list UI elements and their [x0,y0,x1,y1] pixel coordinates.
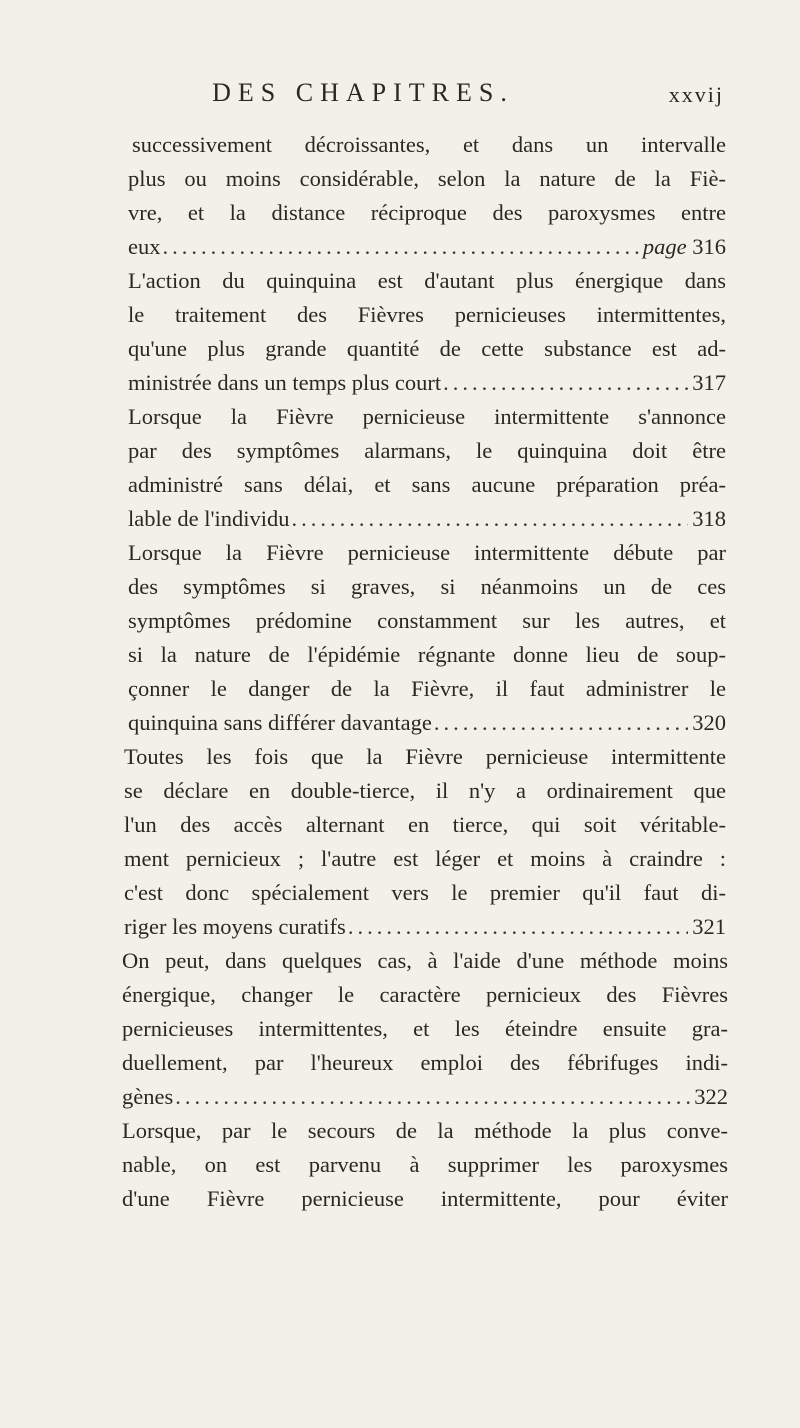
text-line: duellement, par l'heureux emploi des fébrifuges indi- [122,1050,728,1075]
text-line: plus ou moins considérable, selon la nature de la Fiè- [128,166,726,191]
text-line-with-page-ref [128,230,726,264]
text-line: Lorsque la Fièvre pernicieuse intermittente s'annonce [128,404,726,429]
text-line: L'action du quinquina est d'autant plus énergique dans [128,268,726,293]
leader-dots [434,706,688,740]
page-ref: 318 [692,506,726,531]
header-page-number: xxvij [668,82,724,107]
page-ref: 321 [692,914,726,939]
text-line: énergique, changer le caractère pernicieux des Fièvres [122,982,728,1007]
page-ref: 316 [692,234,726,259]
entry-text: eux [128,234,161,259]
text-line: par des symptômes alarmans, le quinquina doit être [128,438,726,463]
entry-text: riger les moyens curatifs [124,914,346,939]
leader-dots [175,1080,690,1114]
text-line: si la nature de l'épidémie régnante donne lieu de soup- [128,642,726,667]
text-line-with-page-ref [122,1080,728,1114]
text-line: vre, et la distance réciproque des paroxysmes entre [128,200,726,225]
text-line: des symptômes si graves, si néanmoins un de ces [128,574,726,599]
text-line: Toutes les fois que la Fièvre pernicieuse intermittente [124,744,726,769]
running-header [128,78,724,118]
leader-dots [443,366,688,400]
entry-text: lable de l'individu [128,506,290,531]
leader-dots [163,230,639,264]
leader-dots [292,502,689,536]
text-line: ment pernicieux ; l'autre est léger et moins à craindre : [124,846,726,871]
text-line: On peut, dans quelques cas, à l'aide d'une méthode moins [122,948,728,973]
leader-dots [348,910,688,944]
text-line: d'une Fièvre pernicieuse intermittente, pour éviter [122,1186,728,1211]
text-line: l'un des accès alternant en tierce, qui soit véritable- [124,812,726,837]
entry-text: ministrée dans un temps plus court [128,370,442,395]
text-line: symptômes prédomine constamment sur les autres, et [128,608,726,633]
entry-text: quinquina sans différer davantage [128,710,432,735]
entry-text: gènes [122,1084,174,1109]
text-line-with-page-ref [124,910,726,944]
text-line: Lorsque la Fièvre pernicieuse intermittente débute par [128,540,726,565]
text-line: successivement décroissantes, et dans un intervalle [132,132,726,157]
text-line: Lorsque, par le secours de la méthode la plus conve- [122,1118,728,1143]
text-line: çonner le danger de la Fièvre, il faut administrer le [128,676,726,701]
text-line-with-page-ref [128,366,726,400]
text-line: administré sans délai, et sans aucune préparation préa- [128,472,726,497]
page-ref: 322 [694,1084,728,1109]
text-line: qu'une plus grande quantité de cette substance est ad- [128,336,726,361]
text-line: le traitement des Fièvres pernicieuses intermittentes, [128,302,726,327]
text-line-with-page-ref [128,706,726,740]
page-ref: 320 [692,710,726,735]
text-line-with-page-ref [128,502,726,536]
text-line: c'est donc spécialement vers le premier qu'il faut di- [124,880,726,905]
text-line: pernicieuses intermittentes, et les éteindre ensuite gra- [122,1016,728,1041]
text-line: nable, on est parvenu à supprimer les paroxysmes [122,1152,728,1177]
header-title: DES CHAPITRES. [212,78,514,107]
text-line: se déclare en double-tierce, il n'y a ordinairement que [124,778,726,803]
page-ref: 317 [692,370,726,395]
page-word: page [642,234,687,259]
